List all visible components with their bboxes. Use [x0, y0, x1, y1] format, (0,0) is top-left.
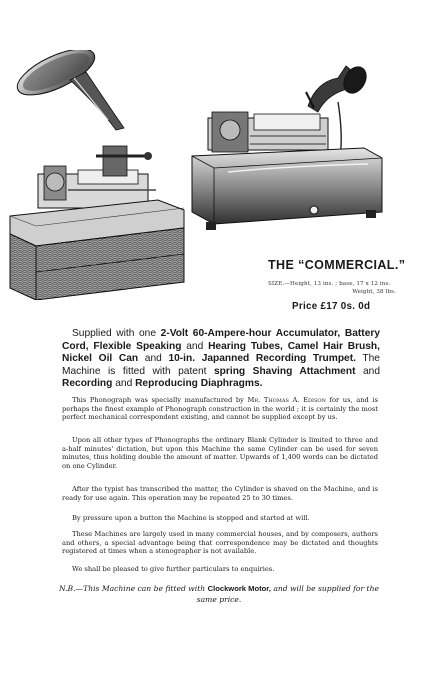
- size-dimensions: SIZE.—Height, 13 ins. ; base, 17 x 12 ins.: [268, 281, 391, 287]
- product-title: THE “COMMERCIAL.”: [268, 258, 406, 272]
- lead-bold: Reproducing Diaphragms.: [135, 378, 263, 390]
- lead-bold: Hearing Tubes, Camel Hair Brush, Nickel Oil Can: [62, 340, 380, 365]
- commercial-phonograph-illustration: [188, 62, 384, 244]
- para-text: for us, and is perhaps the finest example of Phonograph construction in the world ; it is certainly the most perfect mechanical correspondent existing, and cannot be supplied except by us.: [62, 396, 378, 422]
- lead-text: Supplied with one: [72, 328, 157, 339]
- lead-text: and: [186, 340, 204, 352]
- price-label: Price: [292, 301, 318, 312]
- body-paragraph-manufacture: [62, 396, 378, 422]
- note-bold: Clockwork Motor,: [207, 584, 271, 593]
- lead-bold: 2-Volt 60-Ampere-hour Accumulator, Battery Cord, Flexible Speaking: [62, 328, 380, 352]
- price-value: £17 0s. 0d: [320, 301, 371, 312]
- size-spec: [268, 281, 418, 296]
- body-paragraph-enquiries: We shall be pleased to give further particulars to enquiries.: [72, 565, 275, 573]
- lead-bold: spring Shaving Attachment: [214, 365, 356, 377]
- lead-paragraph: [62, 328, 380, 391]
- lead-text: and: [363, 365, 380, 377]
- body-paragraph-cylinder: Upon all other types of Phonographs the ordinary Blank Cylinder is limited to three and a-half minutes' dictation, but upon this Machine the same Cylinder can be used for seven minutes, thus holding double the amount of matter. Upwards of 1,400 words can be dictated on one Cylinder.: [62, 436, 378, 470]
- lead-bold: Recording: [62, 378, 113, 390]
- lead-bold: 10-in. Japanned Recording Trumpet.: [168, 353, 356, 365]
- lead-text: and: [144, 353, 162, 365]
- nota-bene: [54, 584, 384, 605]
- lead-text: The Machine is fitted with patent: [62, 353, 380, 377]
- note-text: N.B.—This Machine can be fitted with: [58, 584, 206, 593]
- body-paragraph-usage: These Machines are largely used in many commercial houses, and by composers, authors and others, a special advantage being that correspondence may be dictated and thoughts registered at times when a stenographer is not available.: [62, 530, 378, 556]
- para-text: This Phonograph was specially manufactured by: [72, 396, 244, 404]
- lead-text: and: [115, 378, 133, 390]
- note-text: and will be supplied for the same price.: [196, 584, 379, 604]
- inventor-name: Mr. Thomas A. Edison: [247, 396, 326, 404]
- size-weight: Weight, 38 lbs.: [352, 288, 396, 295]
- price: [292, 301, 370, 312]
- body-paragraph-button: By pressure upon a button the Machine is stopped and started at will.: [72, 514, 310, 522]
- body-paragraph-shaving: After the typist has transcribed the matter, the Cylinder is shaved on the Machine, and is ready for use again. This operation may be repeated 25 to 30 times.: [62, 485, 378, 502]
- phonograph-horn-illustration: [8, 50, 186, 300]
